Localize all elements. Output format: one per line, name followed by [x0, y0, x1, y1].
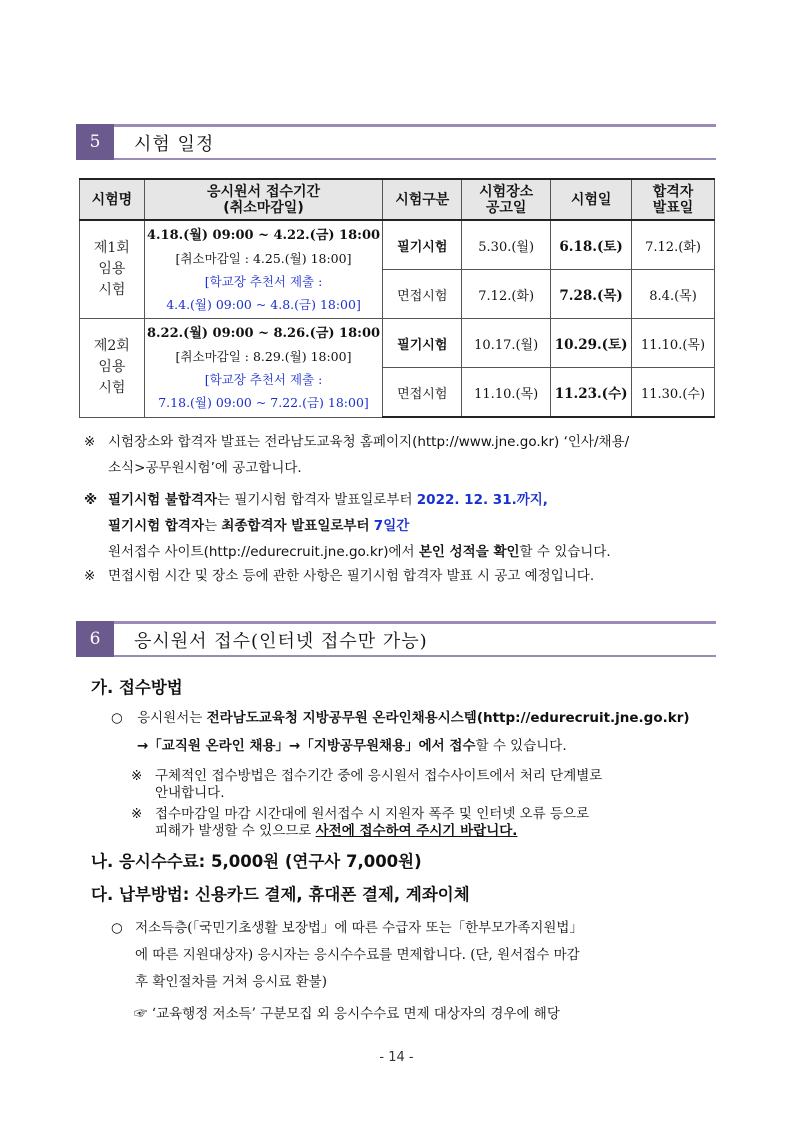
venue-notice-date: 11.10.(목): [462, 368, 551, 418]
venue-notice-date: 10.17.(월): [462, 319, 551, 368]
note-text: 면접시험 시간 및 장소 등에 관한 사항은 필기시험 합격자 발표 시 공고 예정입니다.: [108, 568, 595, 584]
note-score-check: [84, 487, 718, 565]
result-date: 11.30.(수): [632, 368, 715, 418]
section-number: 5: [76, 124, 114, 160]
method-note-1: ※ 구체적인 접수방법은 접수기간 중에 응시원서 접수사이트에서 처리 단계별로 안내합니다.: [131, 768, 603, 801]
round-name: 제2회 임용 시험: [80, 319, 145, 418]
round-name: 제1회 임용 시험: [80, 220, 145, 319]
header-venue-notice: 시험장소 공고일: [462, 179, 551, 220]
subsection-title-payment: 다. 납부방법: 신용카드 결제, 휴대폰 결제, 계좌이체: [91, 885, 470, 904]
exam-type: 면접시험: [383, 368, 462, 418]
exam-date: 7.28.(목): [551, 270, 632, 319]
divider: [114, 158, 716, 160]
note-interview: [84, 563, 718, 589]
note-mark: ※: [84, 434, 96, 450]
method-note-2: ※ 접수마감일 마감 시간대에 원서접수 시 지원자 폭주 및 인터넷 오류 등으로 피해가 발생할 수 있으므로 사전에 접수하여 주시기 바랍니다.: [131, 806, 590, 839]
note-mark: ※: [84, 568, 96, 584]
exam-date: 11.23.(수): [551, 368, 632, 418]
venue-notice-date: 7.12.(화): [462, 270, 551, 319]
pointer-icon: ☞: [134, 1006, 148, 1022]
section-title: 응시원서 접수(인터넷 접수만 가능): [134, 631, 428, 652]
header-application-period: 응시원서 접수기간 (취소마감일): [144, 179, 383, 220]
divider: [114, 655, 716, 657]
divider: [114, 621, 716, 624]
table-row: [80, 220, 715, 270]
exam-date: 10.29.(토): [551, 319, 632, 368]
note-text: 시험장소와 합격자 발표는 전라남도교육청 홈페이지(http://www.jne.go.kr) ‘인사/채용/ 소식>공무원시험’에 공고합니다.: [108, 434, 630, 476]
subsection-title-method: 가. 접수방법: [91, 678, 183, 697]
section-title: 시험 일정: [134, 134, 215, 155]
result-date: 8.4.(목): [632, 270, 715, 319]
header-exam-date: 시험일: [551, 179, 632, 220]
section-header-6: [76, 621, 716, 657]
note-mark: ※: [84, 492, 98, 508]
fee-exemption-text: ○ 저소득층(「국민기초생활 보장법」에 따른 수급자 또는「한부모가족지원법」 에 따른 지원대상자) 응시자는 응시수수료를 면제합니다. (단, 원서접수 마감 후 확인절차를 거쳐 응시료 환불): [111, 920, 583, 990]
section-number: 6: [76, 621, 114, 657]
application-period: 4.18.(월) 09:00 ~ 4.22.(금) 18:00 [취소마감일 : 4.25.(월) 18:00] [학교장 추천서 제출 : 4.4.(월) 09:00 ~ 4.8.(금) 18:00]: [144, 220, 383, 319]
method-line-1: ○ 응시원서는 전라남도교육청 지방공무원 온라인채용시스템(http://edurecruit.jne.go.kr): [111, 710, 690, 726]
table-row: [80, 319, 715, 368]
header-exam-name: 시험명: [80, 179, 145, 220]
note-text: 필기시험 불합격자는 필기시험 합격자 발표일로부터 2022. 12. 31.까지, 필기시험 합격자는 최종합격자 발표일로부터 7일간 원서접수 사이트(http://edurecruit.jne.go.kr)에서 본인 성적을 확인할 수 있습니다.: [108, 492, 611, 560]
header-exam-type: 시험구분: [383, 179, 462, 220]
exam-date: 6.18.(토): [551, 220, 632, 270]
result-date: 11.10.(목): [632, 319, 715, 368]
exam-type: 필기시험: [383, 220, 462, 270]
table-header-row: [80, 179, 715, 220]
result-date: 7.12.(화): [632, 220, 715, 270]
exam-schedule-table: [79, 178, 715, 418]
fee-exemption-pointer: ☞ ‘교육행정 저소득’ 구분모집 외 응시수수료 면제 대상자의 경우에 해당: [134, 1006, 560, 1022]
application-period: 8.22.(월) 09:00 ~ 8.26.(금) 18:00 [취소마감일 : 8.29.(월) 18:00] [학교장 추천서 제출 : 7.18.(월) 09:00 ~ 7.22.(금) 18:00]: [144, 319, 383, 418]
section-header-5: [76, 124, 716, 160]
venue-notice-date: 5.30.(월): [462, 220, 551, 270]
page-number: - 14 -: [379, 1050, 414, 1065]
header-result-date: 합격자 발표일: [632, 179, 715, 220]
divider: [114, 124, 716, 127]
exam-type: 면접시험: [383, 270, 462, 319]
method-line-2: →「교직원 온라인 채용」→「지방공무원채용」에서 접수할 수 있습니다.: [137, 738, 567, 754]
exam-type: 필기시험: [383, 319, 462, 368]
note-venue-announcement: [84, 429, 718, 481]
subsection-title-fee: 나. 응시수수료: 5,000원 (연구사 7,000원): [91, 852, 422, 871]
